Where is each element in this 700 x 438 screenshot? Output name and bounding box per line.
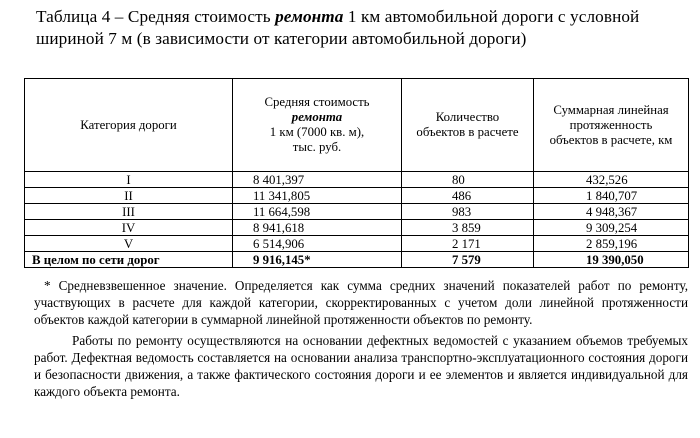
cell-length: 9 309,254 (534, 220, 689, 236)
cell-category: I (25, 172, 233, 188)
table-total-row (25, 252, 689, 268)
caption-text-start: Таблица 4 – Средняя стоимость (36, 7, 276, 26)
table-row (25, 220, 689, 236)
header-length: Суммарная линейная протяженность объектов в расчете, км (534, 79, 689, 172)
cell-count: 2 171 (402, 236, 534, 252)
caption-text-end: 1 км автомобильной дороги с условной шириной 7 м (в зависимости от категории автомобильной дороги) (36, 7, 640, 48)
cell-length: 4 948,367 (534, 204, 689, 220)
header-avg-cost-line3: 1 км (7000 кв. м), (269, 125, 365, 139)
total-category: В целом по сети дорог (25, 252, 233, 268)
table-row (25, 236, 689, 252)
total-length: 19 390,050 (534, 252, 689, 268)
table-row (25, 188, 689, 204)
header-avg-cost-emphasis: ремонта (291, 110, 343, 124)
cell-avg-cost: 6 514,906 (233, 236, 402, 252)
cell-avg-cost: 8 401,397 (233, 172, 402, 188)
cell-category: V (25, 236, 233, 252)
cell-count: 3 859 (402, 220, 534, 236)
footnote: * Средневзвешенное значение. Определяется как сумма средних значений показателей работ по ремонту, участвующих в расчете для каждой категории, скорректированных с учетом доли линейной протяженности объектов каждой категории в суммарной линейной протяженности объектов по ремонту. (34, 278, 688, 327)
cell-avg-cost: 11 664,598 (233, 204, 402, 220)
cell-category: II (25, 188, 233, 204)
table-caption (36, 6, 688, 50)
header-avg-cost (233, 79, 402, 172)
cell-length: 432,526 (534, 172, 689, 188)
notes-block (34, 277, 688, 400)
cell-avg-cost: 11 341,805 (233, 188, 402, 204)
table-row (25, 204, 689, 220)
cell-count: 80 (402, 172, 534, 188)
caption-emphasis: ремонта (275, 7, 344, 26)
header-count: Количество объектов в расчете (402, 79, 534, 172)
table-row (25, 172, 689, 188)
cell-category: IV (25, 220, 233, 236)
total-count: 7 579 (402, 252, 534, 268)
cell-category: III (25, 204, 233, 220)
cell-count: 983 (402, 204, 534, 220)
header-avg-cost-line1: Средняя стоимость (264, 95, 370, 109)
table-header-row (25, 79, 689, 172)
cost-table (24, 78, 689, 268)
total-avg-cost: 9 916,145* (233, 252, 402, 268)
header-category: Категория дороги (25, 79, 233, 172)
cell-count: 486 (402, 188, 534, 204)
header-avg-cost-line4: тыс. руб. (292, 140, 342, 154)
cell-length: 2 859,196 (534, 236, 689, 252)
cell-avg-cost: 8 941,618 (233, 220, 402, 236)
body-paragraph: Работы по ремонту осуществляются на основании дефектных ведомостей с указанием объемов требуемых работ. Дефектная ведомость составляется на основании анализа транспортно-эксплуатационного состояния дороги и безопасности движения, а также фактического состояния дороги и ее элементов и является индивидуальной для каждого объекта ремонта. (34, 333, 688, 399)
cell-length: 1 840,707 (534, 188, 689, 204)
